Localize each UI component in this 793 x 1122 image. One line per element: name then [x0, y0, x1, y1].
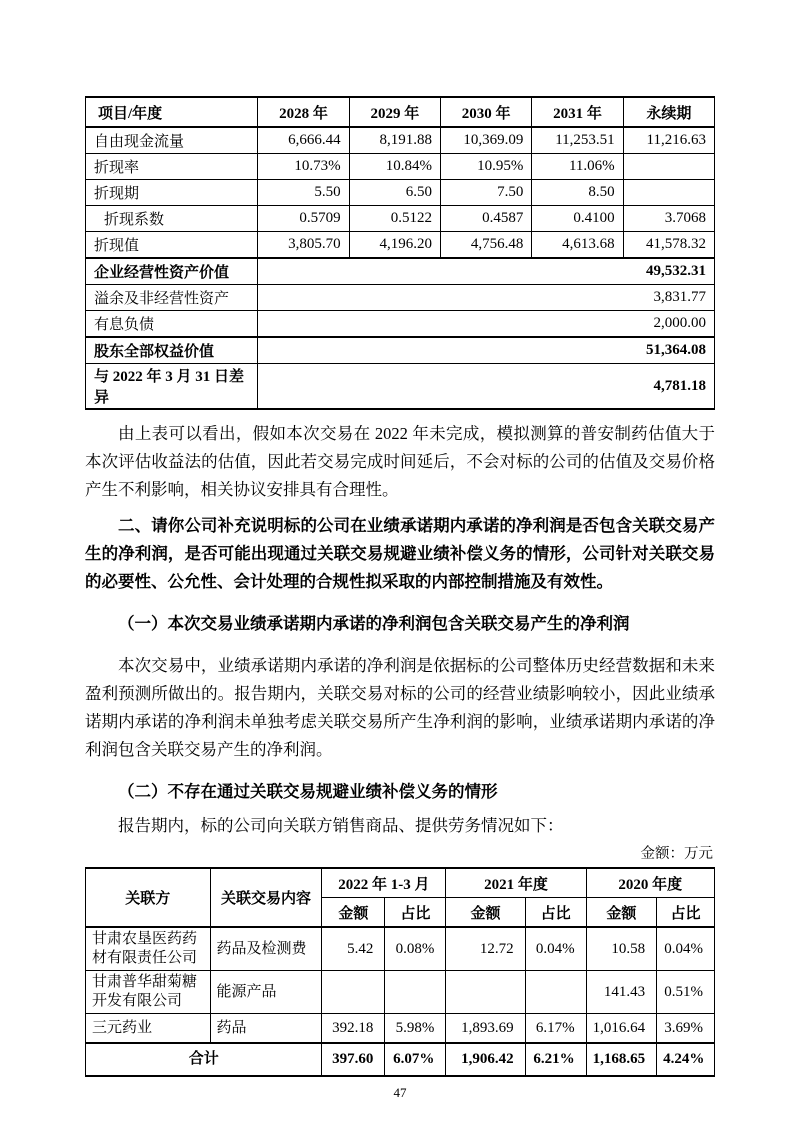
related-header-period: 2022 年 1-3 月 — [322, 868, 446, 898]
valuation-value-cell: 4,756.48 — [441, 232, 532, 259]
related-value-cell — [322, 971, 385, 1014]
related-header-amount: 金额 — [446, 898, 525, 928]
valuation-value-cell: 8.50 — [532, 180, 623, 206]
valuation-value-cell: 10.95% — [441, 154, 532, 180]
related-table-row — [86, 927, 715, 971]
related-value-cell: 392.18 — [322, 1014, 385, 1044]
related-total-value: 397.60 — [322, 1043, 385, 1076]
body-paragraph-1: 由上表可以看出，假如本次交易在 2022 年未完成，模拟测算的普安制药估值大于本次评估收益法的估值，因此若交易完成时间延后，不会对标的公司的估值及交易价格产生不利影响，相关协议安排具有合理性。 — [85, 424, 715, 499]
related-value-cell: 0.04% — [525, 927, 586, 971]
related-value-cell: 0.04% — [657, 927, 715, 971]
valuation-value-cell: 0.4587 — [441, 206, 532, 232]
valuation-row-label: 自由现金流量 — [86, 127, 258, 154]
valuation-summary-row — [86, 337, 715, 364]
related-total-value: 1,906.42 — [446, 1043, 525, 1076]
related-header-row-1 — [86, 868, 715, 898]
valuation-header-cell: 2030 年 — [441, 97, 532, 127]
valuation-summary-row — [86, 285, 715, 311]
related-total-value: 6.21% — [525, 1043, 586, 1076]
valuation-summary-row — [86, 311, 715, 338]
body-paragraph-3: 报告期内，标的公司向关联方销售商品、提供劳务情况如下： — [118, 816, 564, 835]
valuation-summary-label: 溢余及非经营性资产 — [86, 285, 258, 311]
related-header-period: 2020 年度 — [586, 868, 714, 898]
valuation-header-cell: 2028 年 — [258, 97, 349, 127]
valuation-summary-label: 有息负债 — [86, 311, 258, 338]
valuation-summary-value: 3,831.77 — [258, 285, 715, 311]
related-value-cell: 5.98% — [385, 1014, 446, 1044]
related-party-name: 甘肃农垦医药药材有限责任公司 — [86, 927, 211, 971]
valuation-value-cell: 3,805.70 — [258, 232, 349, 259]
valuation-value-cell: 11,253.51 — [532, 127, 623, 154]
valuation-value-cell: 0.4100 — [532, 206, 623, 232]
valuation-summary-label: 企业经营性资产价值 — [86, 258, 258, 285]
page-number: 47 — [393, 1085, 407, 1100]
valuation-summary-label: 股东全部权益价值 — [86, 337, 258, 364]
valuation-row-label: 折现值 — [86, 232, 258, 259]
valuation-value-cell: 5.50 — [258, 180, 349, 206]
subsection-heading-2: （二）不存在通过关联交易规避业绩补偿义务的情形 — [118, 782, 498, 801]
valuation-summary-value: 4,781.18 — [258, 364, 715, 410]
valuation-summary-label: 与 2022 年 3 月 31 日差异 — [86, 364, 258, 410]
related-header-ratio: 占比 — [657, 898, 715, 928]
related-value-cell — [446, 971, 525, 1014]
related-total-value: 4.24% — [657, 1043, 715, 1076]
valuation-value-cell: 11.06% — [532, 154, 623, 180]
valuation-row — [86, 232, 715, 259]
related-table-row — [86, 1014, 715, 1044]
related-transaction-content: 能源产品 — [210, 971, 322, 1014]
valuation-value-cell: 0.5122 — [349, 206, 440, 232]
valuation-row — [86, 180, 715, 206]
related-party-name: 甘肃普华甜菊糖开发有限公司 — [86, 971, 211, 1014]
valuation-value-cell: 10,369.09 — [441, 127, 532, 154]
related-header-ratio: 占比 — [385, 898, 446, 928]
related-total-value: 6.07% — [385, 1043, 446, 1076]
section-heading-2: 二、请你公司补充说明标的公司在业绩承诺期内承诺的净利润是否包含关联交易产生的净利润，是否可能出现通过关联交易规避业绩补偿义务的情形，公司针对关联交易的必要性、公允性、会计处理的合规性拟采取的内部控制措施及有效性。 — [85, 516, 715, 591]
related-header-amount: 金额 — [322, 898, 385, 928]
valuation-value-cell — [623, 180, 714, 206]
related-value-cell: 6.17% — [525, 1014, 586, 1044]
related-table-body — [86, 927, 715, 1076]
valuation-header-row — [86, 97, 715, 127]
unit-note: 金额：万元 — [640, 846, 713, 862]
related-value-cell: 141.43 — [586, 971, 656, 1014]
related-value-cell: 5.42 — [322, 927, 385, 971]
valuation-value-cell: 10.84% — [349, 154, 440, 180]
valuation-value-cell: 6.50 — [349, 180, 440, 206]
related-value-cell: 1,893.69 — [446, 1014, 525, 1044]
valuation-summary-value: 49,532.31 — [258, 258, 715, 285]
valuation-header-cell: 项目/年度 — [86, 97, 258, 127]
valuation-value-cell: 11,216.63 — [623, 127, 714, 154]
valuation-value-cell: 4,613.68 — [532, 232, 623, 259]
related-value-cell: 3.69% — [657, 1014, 715, 1044]
related-party-table — [85, 867, 715, 1077]
related-total-label: 合计 — [86, 1043, 322, 1076]
valuation-header-cell: 2029 年 — [349, 97, 440, 127]
valuation-value-cell: 6,666.44 — [258, 127, 349, 154]
related-value-cell: 12.72 — [446, 927, 525, 971]
related-value-cell: 0.08% — [385, 927, 446, 971]
body-paragraph-2: 本次交易中，业绩承诺期内承诺的净利润是依据标的公司整体历史经营数据和未来盈利预测所做出的。报告期内，关联交易对标的公司的经营业绩影响较小，因此业绩承诺期内承诺的净利润未单独考虑关联交易所产生净利润的影响，业绩承诺期内承诺的净利润包含关联交易产生的净利润。 — [85, 656, 715, 759]
subsection-heading-1: （一）本次交易业绩承诺期内承诺的净利润包含关联交易产生的净利润 — [118, 614, 630, 633]
related-header-ratio: 占比 — [525, 898, 586, 928]
valuation-summary-value: 2,000.00 — [258, 311, 715, 338]
related-party-name: 三元药业 — [86, 1014, 211, 1044]
valuation-row — [86, 206, 715, 232]
valuation-value-cell: 0.5709 — [258, 206, 349, 232]
related-table-row — [86, 971, 715, 1014]
related-total-row — [86, 1043, 715, 1076]
valuation-value-cell: 3.7068 — [623, 206, 714, 232]
valuation-summary-row — [86, 258, 715, 285]
valuation-row — [86, 127, 715, 154]
related-table-header — [86, 868, 715, 927]
related-header-amount: 金额 — [586, 898, 656, 928]
valuation-value-cell — [623, 154, 714, 180]
related-transaction-content: 药品 — [210, 1014, 322, 1044]
valuation-row — [86, 154, 715, 180]
valuation-value-cell: 8,191.88 — [349, 127, 440, 154]
related-value-cell: 10.58 — [586, 927, 656, 971]
valuation-table-body — [86, 127, 715, 409]
valuation-value-cell: 7.50 — [441, 180, 532, 206]
related-total-value: 1,168.65 — [586, 1043, 656, 1076]
valuation-header-cell: 永续期 — [623, 97, 714, 127]
related-value-cell: 1,016.64 — [586, 1014, 656, 1044]
valuation-row-label: 折现期 — [86, 180, 258, 206]
valuation-value-cell: 41,578.32 — [623, 232, 714, 259]
valuation-summary-row — [86, 364, 715, 410]
related-header-content: 关联交易内容 — [210, 868, 322, 927]
valuation-value-cell: 4,196.20 — [349, 232, 440, 259]
valuation-row-label: 折现率 — [86, 154, 258, 180]
valuation-header-cell: 2031 年 — [532, 97, 623, 127]
related-value-cell: 0.51% — [657, 971, 715, 1014]
valuation-row-label: 折现系数 — [86, 206, 258, 232]
related-value-cell — [525, 971, 586, 1014]
related-header-period: 2021 年度 — [446, 868, 586, 898]
related-value-cell — [385, 971, 446, 1014]
valuation-table — [85, 96, 715, 410]
valuation-value-cell: 10.73% — [258, 154, 349, 180]
related-header-party: 关联方 — [86, 868, 211, 927]
valuation-summary-value: 51,364.08 — [258, 337, 715, 364]
related-transaction-content: 药品及检测费 — [210, 927, 322, 971]
